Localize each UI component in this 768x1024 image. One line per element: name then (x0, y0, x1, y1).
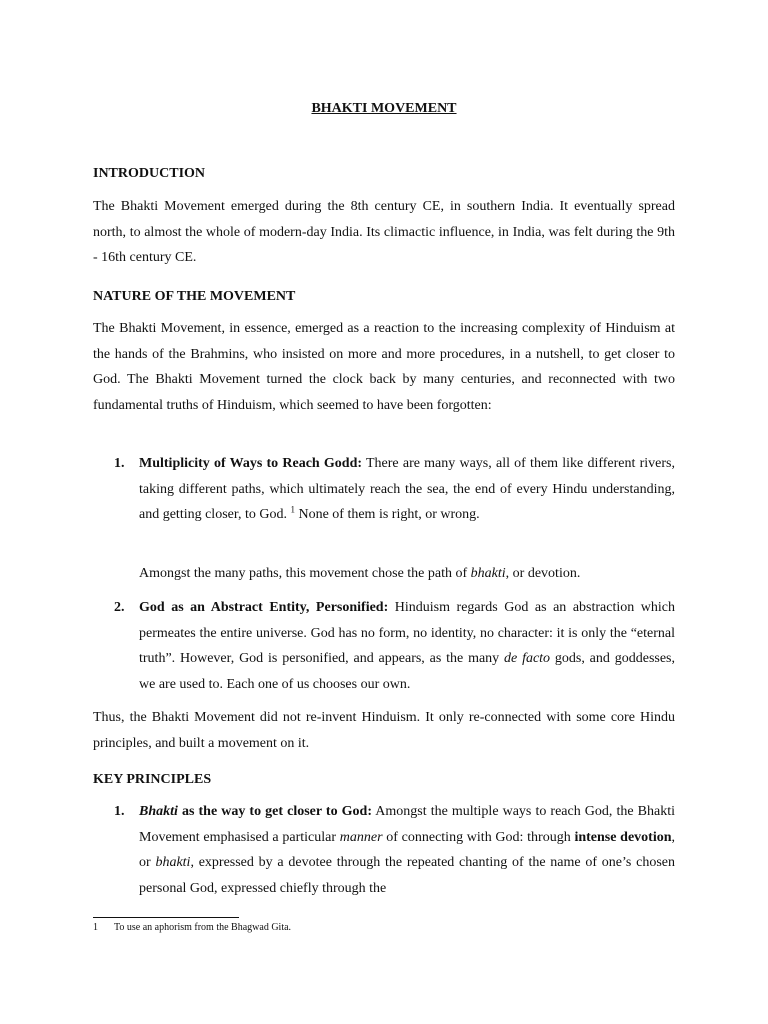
list-item-text: of connecting with God: through (382, 829, 575, 845)
list-item-label: as the way to get closer to God: (177, 804, 372, 819)
list-item-italic: bhakti (155, 855, 191, 870)
list-item-text: gods, and goddesses, we are used to. Each one of us chooses our own. (139, 651, 675, 692)
list-item-bold: intense devotion (574, 829, 672, 845)
subparagraph-text: Amongst the many paths, this movement chose the path of (139, 566, 471, 581)
footnote-text: To use an aphorism from the Bhagwad Gita. (114, 922, 292, 933)
nature-item-1-subparagraph (139, 561, 675, 587)
subparagraph-text: , or devotion. (505, 566, 581, 581)
nature-list-item-2 (114, 595, 675, 697)
list-item-text: , expressed by a devotee through the repeated chanting of the name of one’s chosen personal God, expressed chiefly through the (139, 855, 676, 896)
nature-list-item-1 (114, 451, 675, 528)
introduction-heading: INTRODUCTION (93, 166, 206, 181)
nature-heading: NATURE OF THE MOVEMENT (93, 289, 296, 304)
key-principles-heading: KEY PRINCIPLES (93, 772, 212, 787)
list-item-text: None of them is right, or wrong. (294, 507, 480, 522)
list-item-text: , or (139, 829, 676, 870)
footnote-separator (93, 917, 239, 918)
list-item-label: God as an Abstract Entity, Personified: (139, 600, 389, 615)
list-item-label: Multiplicity of Ways to Reach Godd: (139, 456, 363, 471)
nature-closing-paragraph: Thus, the Bhakti Movement did not re-invent Hinduism. It only re-connected with some core Hindu principles, and built a movement on it. (93, 710, 675, 751)
footnote (93, 922, 675, 933)
introduction-paragraph: The Bhakti Movement emerged during the 8th century CE, in southern India. It eventually spread north, to almost the whole of modern-day India. Its climactic influence, in India, was felt during the 9th - 16th century CE. (93, 199, 675, 265)
footnote-reference: 1 (290, 504, 295, 515)
nature-paragraph: The Bhakti Movement, in essence, emerged as a reaction to the increasing complexity of Hinduism at the hands of the Brahmins, who insisted on more and more procedures, in a nutshell, to get closer to God. The Bhakti Movement turned the clock back by many centuries, and reconnected with two fundamental truths of Hinduism, which seemed to have been forgotten: (93, 321, 675, 413)
key-principles-list-item-1 (114, 799, 675, 901)
list-number: 1. (114, 804, 125, 819)
list-item-label-italic: Bhakti (139, 804, 178, 819)
list-item-italic: de facto (504, 651, 551, 666)
list-item-italic: manner (339, 829, 383, 845)
footnote-number: 1 (93, 922, 98, 933)
list-item-text: There are many ways, all of them like different rivers, taking different paths, which ultimately reach the sea, the end of every Hindu understanding, and getting closer, to God. (139, 456, 676, 522)
list-item-body (139, 595, 675, 697)
list-number: 1. (114, 456, 125, 471)
list-item-text: Hinduism regards God as an abstraction which permeates the entire universe. God has no form, no identity, no character: it is only the “eternal truth”. However, God is personified, and appears, as the many (139, 600, 675, 666)
document-title: BHAKTI MOVEMENT (311, 101, 457, 116)
list-item-body (139, 799, 675, 901)
list-item-text: Amongst the multiple ways to reach God, the Bhakti Movement emphasised a particular (139, 804, 675, 845)
list-item-body (139, 451, 675, 528)
subparagraph-italic: bhakti (470, 566, 506, 581)
list-number: 2. (114, 600, 125, 615)
